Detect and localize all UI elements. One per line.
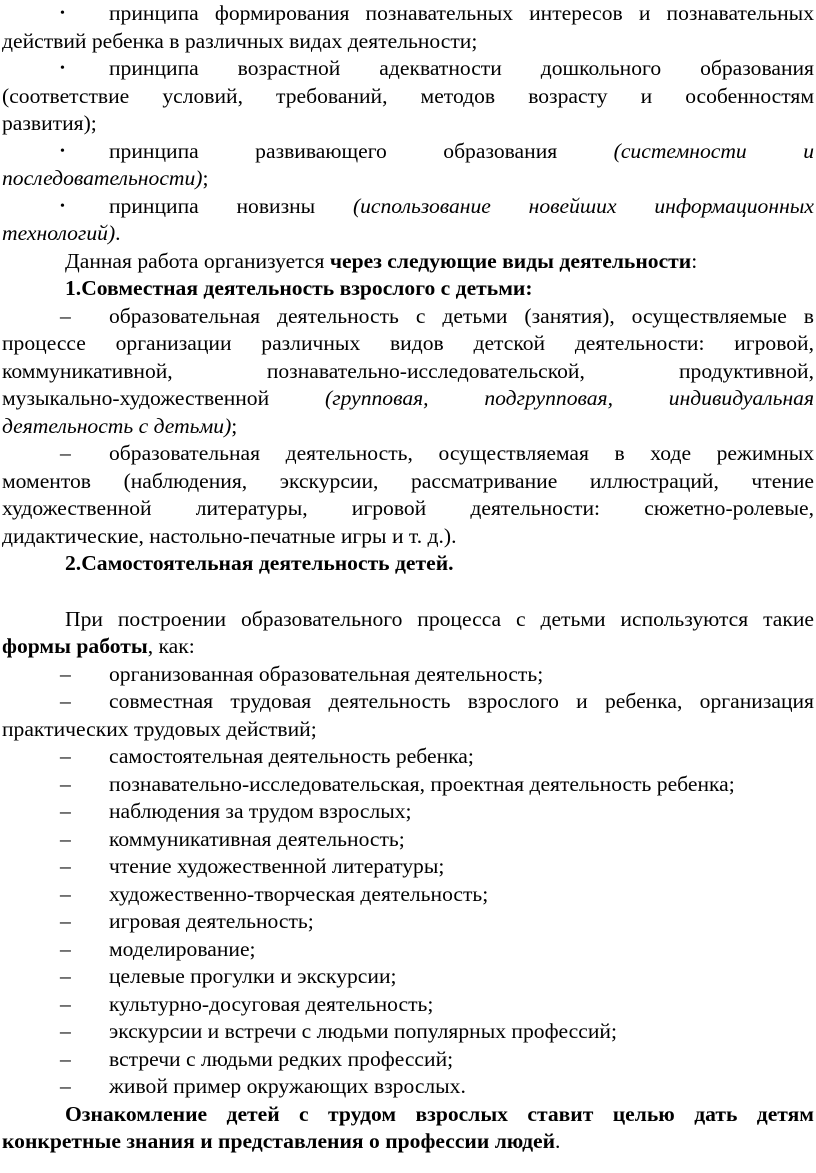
bullet-marker: • [60, 6, 65, 21]
bold-span: конкретные знания и представления о профессии людей [2, 1129, 556, 1153]
text-line: практических трудовых действий; [2, 716, 317, 741]
dash-marker: – [60, 936, 71, 961]
text-line [2, 220, 814, 248]
text-line: коммуникативной, познавательно-исследовательской, продуктивной, [2, 358, 814, 383]
text-span: принципа развивающего образования [109, 138, 558, 163]
text-line [2, 165, 814, 193]
text-span: принципа новизны [109, 193, 316, 218]
text-line: дидактические, настольно-печатные игры и т. д.). [2, 523, 457, 548]
form-item [2, 798, 814, 826]
form-item [2, 1046, 814, 1074]
principle-item-1 [2, 0, 814, 55]
text-line: процессе организации различных видов детской деятельности: игровой, [2, 331, 814, 355]
text-span: . [115, 221, 121, 245]
text-line [2, 385, 814, 413]
conclusion-paragraph [2, 1101, 814, 1156]
text-line: образовательная деятельность, осуществляемая в ходе режимных [109, 441, 814, 465]
dash-marker: – [60, 689, 71, 713]
dash-marker: – [60, 964, 71, 988]
text-line: образовательная деятельность с детьми (занятия), осуществляемые в [109, 303, 814, 328]
dash-marker: – [60, 661, 71, 686]
joint-item-2 [2, 440, 814, 550]
dash-marker: – [60, 441, 71, 465]
text-line: организованная образовательная деятельность; [109, 661, 544, 686]
intro-paragraph [2, 248, 814, 276]
text-line: коммуникативная деятельность; [109, 826, 405, 851]
text-span: ; [231, 413, 238, 438]
text-line [109, 138, 814, 166]
joint-item-1 [2, 303, 814, 441]
form-item [2, 881, 814, 909]
bullet-marker: • [60, 61, 65, 76]
text-line: Ознакомление детей с трудом взрослых ставит целью дать детям [65, 1101, 814, 1126]
form-item [2, 743, 814, 771]
dash-marker: – [60, 1074, 71, 1098]
text-span: , как: [147, 634, 195, 658]
italic-span: последовательности) [2, 166, 203, 190]
text-line: развития); [2, 111, 97, 135]
text-span: ; [202, 166, 209, 190]
text-line [2, 633, 814, 661]
italic-span: деятельность с детьми) [2, 413, 232, 438]
text-line: моментов (наблюдения, экскурсии, рассматривание иллюстраций, чтение [2, 468, 814, 493]
principle-item-4 [2, 193, 814, 248]
text-line [2, 1128, 814, 1156]
text-span: Данная работа организуется [65, 248, 330, 273]
text-line: встречи с людьми редких профессий; [109, 1046, 454, 1071]
italic-span: (системности и [613, 138, 814, 163]
italic-span: (использование новейших информационных [352, 193, 814, 218]
text-line: живой пример окружающих взрослых. [109, 1074, 466, 1098]
text-line: экскурсии и встречи с людьми популярных профессий; [109, 1019, 617, 1043]
dash-marker: – [60, 1019, 71, 1043]
bold-span: формы работы [2, 634, 148, 658]
text-line: художественной литературы, игровой деятельности: сюжетно-ролевые, [2, 496, 814, 520]
text-line: чтение художественной литературы; [109, 854, 445, 878]
form-item [2, 1018, 814, 1046]
principle-item-2 [2, 55, 814, 138]
form-item [2, 936, 814, 964]
text-line: совместная трудовая деятельность взрослого и ребенка, организация [109, 689, 814, 713]
text-line: принципа формирования познавательных интересов и познавательных [109, 1, 814, 25]
text-line: познавательно-исследовательская, проектная деятельность ребенка; [109, 771, 735, 796]
form-item [2, 661, 814, 689]
text-line: наблюдения за трудом взрослых; [109, 799, 412, 823]
principle-item-3 [2, 138, 814, 193]
text-line: культурно-досуговая деятельность; [109, 991, 434, 1016]
text-line [109, 193, 814, 221]
text-span: музыкально-художественной [2, 386, 270, 410]
text-line: целевые прогулки и экскурсии; [109, 964, 397, 988]
italic-span: технологий) [2, 221, 116, 245]
text-line: игровая деятельность; [109, 909, 314, 933]
form-item [2, 853, 814, 881]
bold-span: через следующие виды деятельности [329, 248, 692, 273]
text-line: самостоятельная деятельность ребенка; [109, 744, 474, 768]
text-line: принципа возрастной адекватности дошкольного образования [109, 56, 814, 80]
text-line: При построении образовательного процесса с детьми используются такие [65, 606, 814, 631]
dash-marker: – [60, 303, 71, 328]
text-span: : [691, 248, 698, 273]
form-item [2, 991, 814, 1019]
form-item [2, 963, 814, 991]
text-span: . [555, 1129, 561, 1153]
text-line [2, 413, 814, 441]
dash-marker: – [60, 744, 71, 768]
text-line: моделирование; [109, 936, 256, 961]
text-line: художественно-творческая деятельность; [109, 881, 489, 906]
blank-line [2, 578, 814, 606]
dash-marker: – [60, 854, 71, 878]
text-line: действий ребенка в различных видах деятельности; [2, 28, 478, 53]
form-item [2, 908, 814, 936]
form-item [2, 688, 814, 743]
heading-independent-activity: 2.Самостоятельная деятельность детей. [65, 551, 454, 575]
dash-marker: – [60, 799, 71, 823]
bullet-marker: • [60, 143, 65, 159]
dash-marker: – [60, 1046, 71, 1071]
form-item [2, 771, 814, 799]
bullet-marker: • [60, 198, 65, 214]
dash-marker: – [60, 909, 71, 933]
forms-intro-paragraph [2, 606, 814, 661]
dash-marker: – [60, 991, 71, 1016]
heading-joint-activity: 1.Совместная деятельность взрослого с детьми: [65, 276, 533, 300]
text-line: (соответствие условий, требований, методов возрасту и особенностям [2, 83, 814, 108]
dash-marker: – [60, 826, 71, 851]
dash-marker: – [60, 881, 71, 906]
form-item [2, 1073, 814, 1101]
dash-marker: – [60, 771, 71, 796]
form-item [2, 826, 814, 854]
italic-span: (групповая, подгрупповая, индивидуальная [325, 386, 815, 410]
